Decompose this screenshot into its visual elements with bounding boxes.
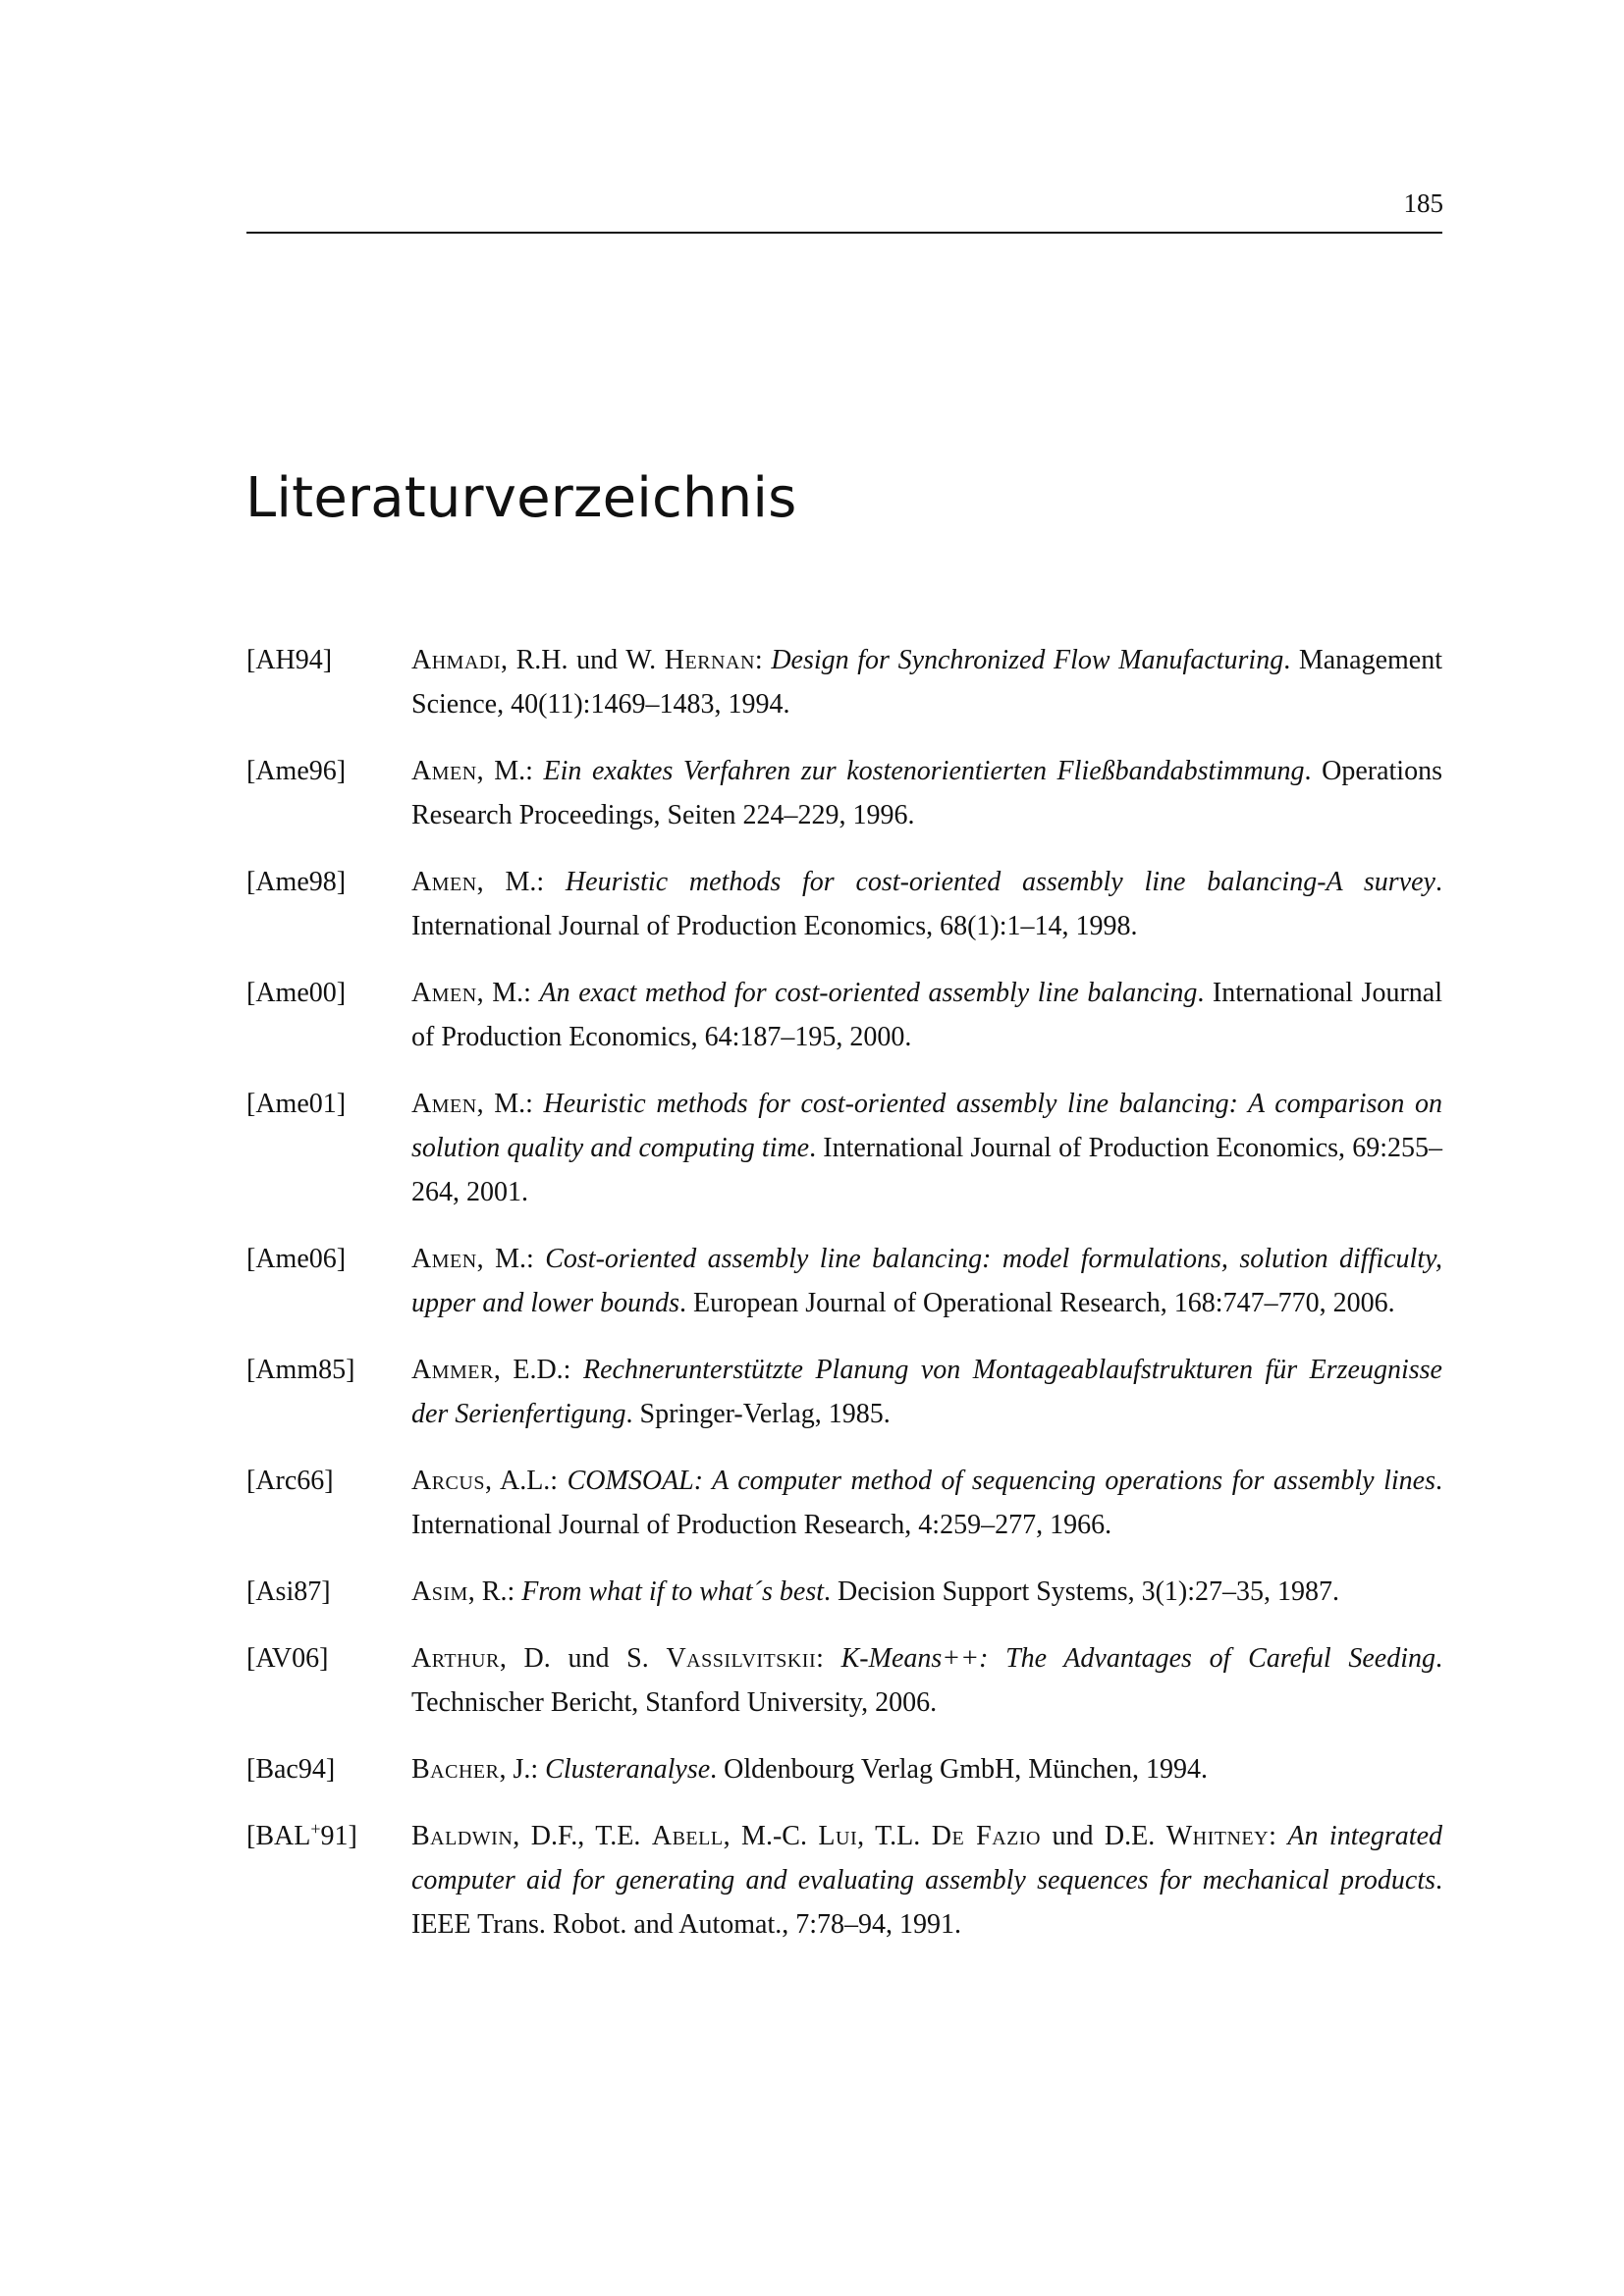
- bib-author-text: :: [1269, 1821, 1288, 1851]
- bib-author-text: , R.H. und W.: [501, 645, 665, 675]
- bib-key: [246, 1814, 411, 1858]
- bib-author: Hernan: [664, 645, 755, 675]
- bib-title: COMSOAL: A computer method of sequencing operations for assembly lines: [567, 1466, 1435, 1496]
- bib-author: Ammer: [411, 1355, 494, 1385]
- bib-author-text: :: [754, 645, 772, 675]
- bib-publication: . International Journal of Production Research, 4:259–277, 1966.: [411, 1466, 1442, 1540]
- bib-author: Amen: [411, 867, 477, 897]
- bib-author-text: , M.:: [476, 867, 566, 897]
- bib-author-text: , M.:: [476, 1089, 544, 1119]
- bib-author: Ahmadi: [411, 645, 501, 675]
- bib-author: De Fazio: [931, 1821, 1041, 1851]
- bib-author-text: :: [816, 1643, 841, 1674]
- bib-title: Rechnerunterstützte Planung von Montageablaufstrukturen für Erzeugnisse der Serienfertigung: [411, 1355, 1442, 1429]
- bib-key: [AV06]: [246, 1643, 329, 1674]
- bib-author: Amen: [411, 1089, 477, 1119]
- bib-publication: . Decision Support Systems, 3(1):27–35, 1987.: [824, 1576, 1340, 1607]
- bib-title: K-Means++: The Advantages of Careful Seeding: [840, 1643, 1436, 1674]
- bib-entry-arc66: [246, 1459, 1442, 1547]
- bib-publication: . Operations Research Proceedings, Seiten 224–229, 1996.: [411, 756, 1442, 830]
- bib-text: [411, 971, 1442, 1059]
- bib-title: An exact method for cost-oriented assembly line balancing: [539, 978, 1198, 1008]
- bib-title: Heuristic methods for cost-oriented assembly line balancing-A survey: [565, 867, 1435, 897]
- bib-key: [Arc66]: [246, 1466, 334, 1496]
- bib-entry-asi87: [246, 1570, 1442, 1614]
- bib-entry-amm85: [246, 1348, 1442, 1436]
- bib-entry-ame01: [246, 1082, 1442, 1214]
- bib-publication: . International Journal of Production Economics, 69:255–264, 2001.: [411, 1133, 1442, 1207]
- bib-key: [Amm85]: [246, 1355, 355, 1385]
- bib-text: [411, 749, 1442, 837]
- bib-key: [Asi87]: [246, 1576, 331, 1607]
- bib-entry-ame00: [246, 971, 1442, 1059]
- bib-author: Whitney: [1165, 1821, 1270, 1851]
- bib-author-text: , M.:: [476, 978, 540, 1008]
- bib-author-text: , A.L.:: [484, 1466, 568, 1496]
- bib-author-text: , E.D.:: [493, 1355, 583, 1385]
- bib-key: [Ame00]: [246, 978, 347, 1008]
- bib-author-text: , R.:: [467, 1576, 522, 1607]
- bib-key-superscript: +: [310, 1819, 321, 1839]
- bib-key: [AH94]: [246, 645, 333, 675]
- bib-publication: . International Journal of Production Economics, 68(1):1–14, 1998.: [411, 867, 1442, 941]
- bib-author: Lui: [818, 1821, 858, 1851]
- bib-publication: . Technischer Bericht, Stanford University, 2006.: [411, 1643, 1443, 1718]
- bib-title: From what if to what´s best: [521, 1576, 825, 1607]
- bib-title: Design for Synchronized Flow Manufacturing: [771, 645, 1284, 675]
- bibliography-list: [246, 638, 1442, 1969]
- bib-text: [411, 1082, 1442, 1214]
- bib-author: Asim: [411, 1576, 468, 1607]
- bib-text: [411, 1570, 1442, 1614]
- bib-publication: . European Journal of Operational Research, 168:747–770, 2006.: [679, 1288, 1395, 1318]
- bib-text: [411, 1237, 1442, 1325]
- bib-entry-ame98: [246, 860, 1442, 948]
- bib-author-text: , J.:: [499, 1754, 546, 1785]
- bib-key: [Bac94]: [246, 1754, 336, 1785]
- bib-author: Baldwin: [411, 1821, 514, 1851]
- bib-title: An integrated computer aid for generating and evaluating assembly sequences for mechanical products: [411, 1821, 1443, 1896]
- bib-author-text: , M.:: [476, 756, 544, 786]
- bib-author-text: , D.F., T.E.: [513, 1821, 652, 1851]
- bib-author-text: , D. und S.: [499, 1643, 667, 1674]
- bib-publication: . International Journal of Production Economics, 64:187–195, 2000.: [411, 978, 1442, 1052]
- bib-publication: . Springer-Verlag, 1985.: [625, 1399, 891, 1429]
- bib-text: [411, 1747, 1442, 1791]
- bib-key: [Ame06]: [246, 1244, 347, 1274]
- bib-author: Bacher: [411, 1754, 500, 1785]
- bib-key-text: 91]: [320, 1821, 357, 1851]
- bib-publication: . IEEE Trans. Robot. and Automat., 7:78–94, 1991.: [411, 1865, 1442, 1940]
- bib-author-text: , M.-C.: [723, 1821, 819, 1851]
- bib-author: Amen: [411, 978, 477, 1008]
- bib-author-text: , T.L.: [857, 1821, 932, 1851]
- bib-entry-av06: [246, 1636, 1442, 1725]
- bib-author: Amen: [411, 756, 477, 786]
- bib-publication: . Oldenbourg Verlag GmbH, München, 1994.: [710, 1754, 1208, 1785]
- bib-text: [411, 1348, 1442, 1436]
- bib-entry-bal91: [246, 1814, 1442, 1947]
- bib-key-text: [BAL: [246, 1821, 311, 1851]
- bib-key: [Ame96]: [246, 756, 347, 786]
- bib-text: [411, 1814, 1442, 1947]
- chapter-title: Literaturverzeichnis: [245, 466, 797, 530]
- bib-author: Abell: [651, 1821, 724, 1851]
- bib-title: Ein exaktes Verfahren zur kostenorientierten Fließbandabstimmung: [543, 756, 1305, 786]
- bib-publication: . Management Science, 40(11):1469–1483, 1994.: [411, 645, 1443, 720]
- bib-author: Arthur: [411, 1643, 500, 1674]
- bib-text: [411, 1636, 1442, 1725]
- bib-author: Arcus: [411, 1466, 485, 1496]
- bib-author-text: , M.:: [476, 1244, 546, 1274]
- bib-entry-ah94: [246, 638, 1442, 726]
- bib-author: Amen: [411, 1244, 477, 1274]
- bib-entry-ame96: [246, 749, 1442, 837]
- bib-title: Clusteranalyse: [545, 1754, 711, 1785]
- bib-key: [Ame01]: [246, 1089, 347, 1119]
- bib-key: [Ame98]: [246, 867, 347, 897]
- bib-entry-ame06: [246, 1237, 1442, 1325]
- bib-text: [411, 638, 1442, 726]
- bib-text: [411, 1459, 1442, 1547]
- bib-author-text: und D.E.: [1040, 1821, 1166, 1851]
- bib-text: [411, 860, 1442, 948]
- bib-author: Vassilvitskii: [666, 1643, 817, 1674]
- page-number: 185: [1403, 188, 1443, 218]
- bib-entry-bac94: [246, 1747, 1442, 1791]
- bib-title: Cost-oriented assembly line balancing: model formulations, solution difficulty, upper and lower bounds: [411, 1244, 1442, 1318]
- header-rule: [246, 232, 1442, 234]
- bib-title: Heuristic methods for cost-oriented assembly line balancing: A comparison on solution quality and computing time: [411, 1089, 1443, 1163]
